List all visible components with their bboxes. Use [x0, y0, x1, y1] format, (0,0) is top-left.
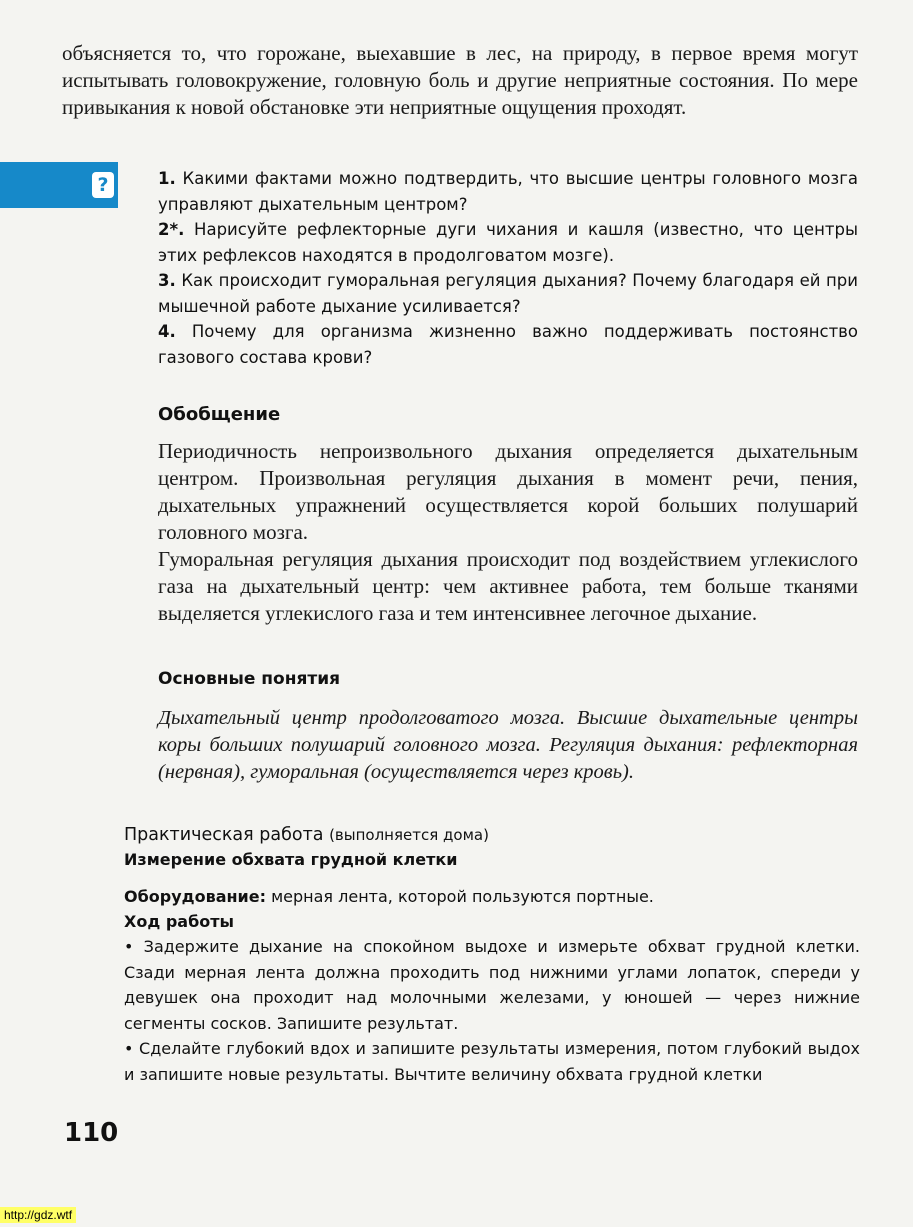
question-item: 2*. Нарисуйте рефлекторные дуги чихания и кашля (известно, что центры этих рефлексов находятся в продолговатом мозге). — [158, 220, 858, 265]
question-item: 4. Почему для организма жизненно важно поддерживать постоянство газового состава крови? — [158, 322, 858, 367]
course-heading: Ход работы — [124, 912, 234, 931]
concepts-text: Дыхательный центр продолговатого мозга. Высшие дыхательные центры коры больших полушарий головного мозга. Регуляция дыхания: рефлекторная (нервная), гуморальная (осуществляется через кровь). — [158, 707, 858, 783]
equipment-line: Оборудование: мерная лента, которой пользуются портные. — [124, 887, 654, 906]
question-item: 3. Как происходит гуморальная регуляция дыхания? Почему благодаря ей при мышечной работе дыхание усиливается? — [158, 271, 858, 316]
summary-text — [158, 438, 858, 627]
questions-badge — [0, 162, 118, 208]
page-number: 110 — [64, 1118, 119, 1148]
question-item: 1. Какими фактами можно подтвердить, что высшие центры головного мозга управляют дыхательным центром? — [158, 169, 858, 214]
question-mark-icon: ? — [92, 172, 114, 198]
practical-work-section — [124, 822, 860, 1087]
watermark-link[interactable]: http://gdz.wtf — [0, 1207, 76, 1223]
summary-heading: Обобщение — [158, 404, 281, 425]
practical-title: Практическая работа (выполняется дома) — [124, 825, 489, 845]
intro-paragraph: объясняется то, что горожане, выехавшие в лес, на природу, в первое время могут испытывать головокружение, головную боль и другие неприятные состояния. По мере привыкания к новой обстановке эти неприятные ощущения проходят. — [62, 41, 858, 119]
practical-subtitle: Измерение обхвата грудной клетки — [124, 850, 458, 869]
procedure-step: • Сделайте глубокий вдох и запишите результаты измерения, потом глубокий выдох и запишите новые результаты. Вычтите величину обхвата грудной клетки — [124, 1039, 860, 1084]
summary-paragraph: Периодичность непроизвольного дыхания определяется дыхательным центром. Произвольная регуляция дыхания в момент речи, пения, дыхательных упражнений осуществляется корой больших полушарий головного мозга. — [158, 439, 858, 544]
practical-title-note: (выполняется дома) — [329, 826, 489, 844]
concepts-heading: Основные понятия — [158, 669, 341, 689]
procedure-step: • Задержите дыхание на спокойном выдохе и измерьте обхват грудной клетки. Сзади мерная лента должна проходить под нижними углами лопаток, спереди у девушек она проходит над молочными железами, у юношей — через нижние сегменты сосков. Запишите результат. — [124, 937, 860, 1033]
review-questions — [158, 166, 858, 370]
summary-paragraph: Гуморальная регуляция дыхания происходит под воздействием углекислого газа на дыхательный центр: чем активнее работа, тем больше тканями выделяется углекислого газа и тем интенсивнее легочное дыхание. — [158, 547, 858, 625]
